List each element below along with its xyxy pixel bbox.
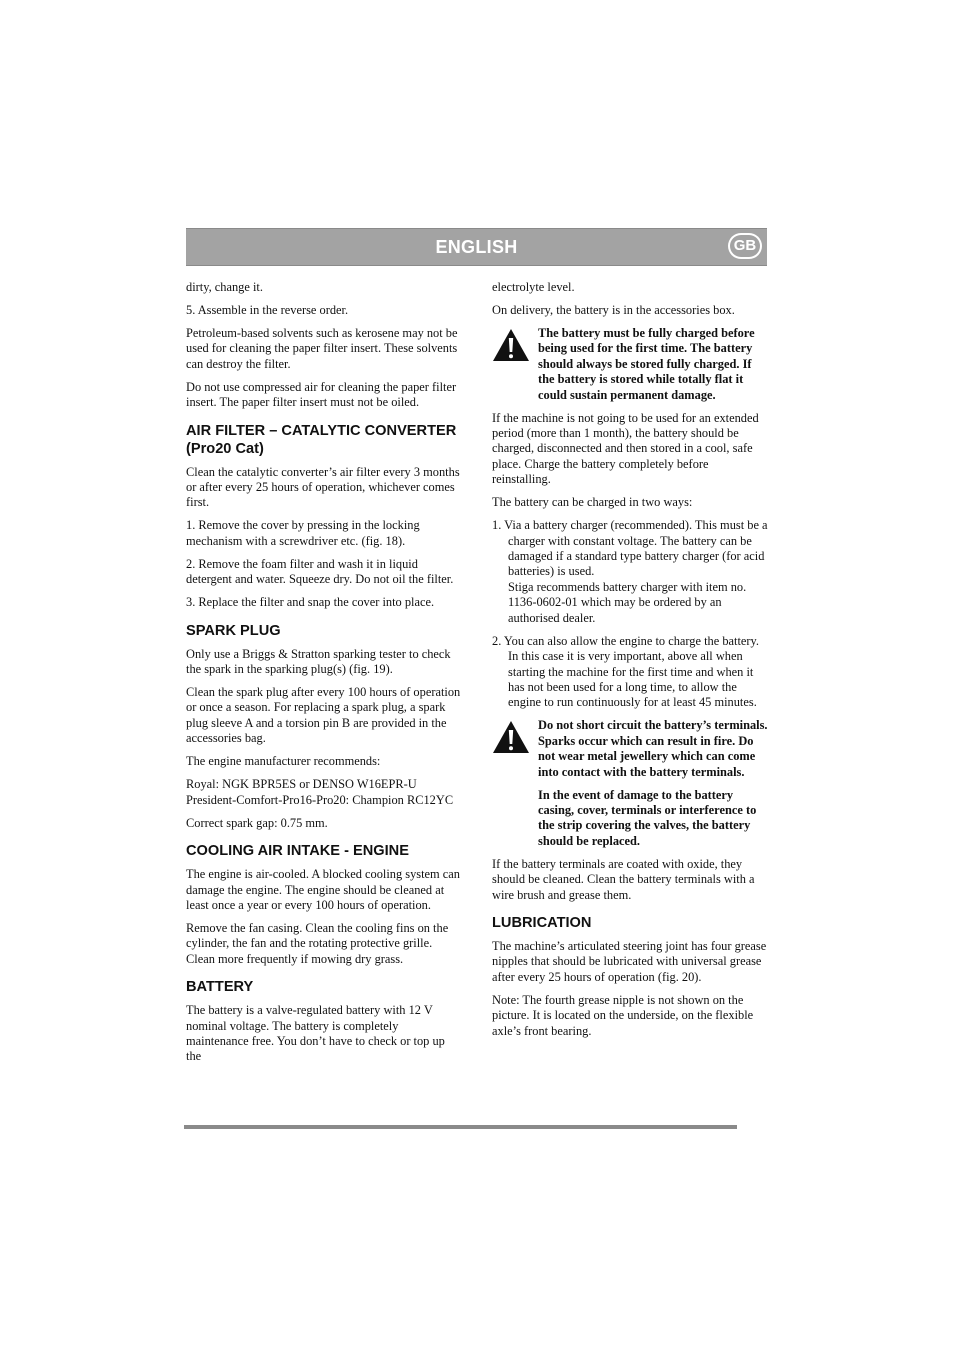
language-header bbox=[186, 228, 767, 266]
paragraph: Only use a Briggs & Stratton sparking tester to check the spark in the sparking plug(s) (fig. 19). bbox=[186, 646, 451, 677]
paragraph: The engine is air-cooled. A blocked cooling system can damage the engine. The engine should be cleaned at least once a year or every 100 hours of operation. bbox=[186, 867, 460, 912]
heading-cooling: COOLING AIR INTAKE - ENGINE bbox=[186, 843, 409, 860]
badge-text: GB bbox=[730, 235, 760, 257]
spark-plug-royal: Royal: NGK BPR5ES or DENSO W16EPR-U bbox=[186, 777, 417, 792]
paragraph: If the machine is not going to be used for an extended period (more than 1 month), the battery should be charged, disconnected and then stored in a cool, safe place. Charge the battery completely before reinstalling. bbox=[492, 410, 759, 487]
paragraph: 5. Assemble in the reverse order. bbox=[186, 303, 349, 317]
paragraph: 2. Remove the foam filter and wash it in liquid detergent and water. Squeeze dry. Do not oil the filter. bbox=[186, 556, 454, 587]
list-item-text: Stiga recommends battery charger with item no. 1136-0602-01 which may be ordered by an authorised dealer. bbox=[508, 579, 747, 625]
paragraph: On delivery, the battery is in the accessories box. bbox=[492, 303, 735, 317]
paragraph: The battery is a valve-regulated battery with 12 V nominal voltage. The battery is completely maintenance free. You don’t have to check or top up the bbox=[186, 1003, 445, 1064]
heading-air-filter: AIR FILTER – CATALYTIC CONVERTER (Pro20 Cat) bbox=[186, 422, 457, 457]
paragraph: Clean the spark plug after every 100 hours of operation or once a season. For replacing a spark plug, a spark plug sleeve A and a torsion pin B are provided in the accessories bag. bbox=[186, 685, 461, 746]
warning-text: In the event of damage to the battery casing, cover, terminals or interference to the strip covering the valves, the battery should be replaced. bbox=[538, 787, 757, 848]
paragraph: The engine manufacturer recommends: bbox=[186, 754, 381, 769]
paragraph: 3. Replace the filter and snap the cover into place. bbox=[186, 595, 435, 610]
heading-lubrication: LUBRICATION bbox=[492, 914, 592, 931]
list-item bbox=[492, 518, 768, 626]
paragraph: dirty, change it. bbox=[186, 280, 263, 294]
paragraph bbox=[186, 777, 462, 808]
paragraph: Clean the catalytic converter’s air filter every 3 months or after every 25 hours of operation, whichever comes first. bbox=[186, 464, 460, 510]
heading-battery: BATTERY bbox=[186, 979, 254, 996]
warning-text: Do not short circuit the battery’s terminals. Sparks occur which can result in fire. Do not wear metal jewellery which can come into contact with the battery terminals. bbox=[538, 718, 768, 779]
language-badge bbox=[728, 233, 762, 259]
paragraph: The machine’s articulated steering joint has four grease nipples that should be lubricated with universal grease after every 25 hours of operation (fig. 20). bbox=[492, 938, 767, 984]
header-title: ENGLISH bbox=[435, 237, 518, 257]
paragraph: 1. Remove the cover by pressing in the locking mechanism with a screwdriver etc. (fig. 18). bbox=[186, 518, 420, 548]
list-item-text: 1. Via a battery charger (recommended). This must be a charger with constant voltage. The battery can be damaged if a standard type battery charger (for acid batteries) is used. bbox=[492, 518, 768, 579]
paragraph: electrolyte level. bbox=[492, 280, 575, 294]
paragraph: Note: The fourth grease nipple is not shown on the picture. It is located on the underside, on the flexible axle’s front bearing. bbox=[492, 992, 754, 1038]
footer-rule bbox=[184, 1125, 737, 1129]
heading-spark-plug: SPARK PLUG bbox=[186, 622, 281, 639]
warning-block bbox=[492, 326, 768, 403]
warning-triangle-icon bbox=[492, 328, 530, 362]
paragraph: Correct spark gap: 0.75 mm. bbox=[186, 815, 328, 830]
paragraph: Do not use compressed air for cleaning the paper filter insert. The paper filter insert must not be oiled. bbox=[186, 379, 457, 410]
paragraph: Remove the fan casing. Clean the cooling fins on the cylinder, the fan and the rotating protective grille. Clean more frequently if mowing dry grass. bbox=[186, 920, 449, 966]
left-column bbox=[186, 280, 462, 1072]
paragraph: If the battery terminals are coated with oxide, they should be cleaned. Clean the battery terminals with a wire brush and grease them. bbox=[492, 856, 755, 902]
warning-block bbox=[492, 718, 768, 849]
list-item: 2. You can also allow the engine to charge the battery. In this case it is very important, above all when starting the machine for the first time and when it has not been used for a long time, to allow the engine to run continuously for at least 45 minutes. bbox=[492, 633, 760, 710]
paragraph: The battery can be charged in two ways: bbox=[492, 495, 693, 510]
right-column bbox=[492, 280, 768, 1047]
warning-text: The battery must be fully charged before being used for the first time. The battery should always be stored fully charged. If the battery is stored while totally flat it could sustain permanent damage. bbox=[538, 326, 755, 402]
paragraph: Petroleum-based solvents such as kerosene may not be used for cleaning the paper filter insert. These solvents can destroy the filter. bbox=[186, 326, 458, 371]
spark-plug-president: President-Comfort-Pro16-Pro20: Champion RC12YC bbox=[186, 792, 454, 807]
warning-triangle-icon bbox=[492, 720, 530, 754]
